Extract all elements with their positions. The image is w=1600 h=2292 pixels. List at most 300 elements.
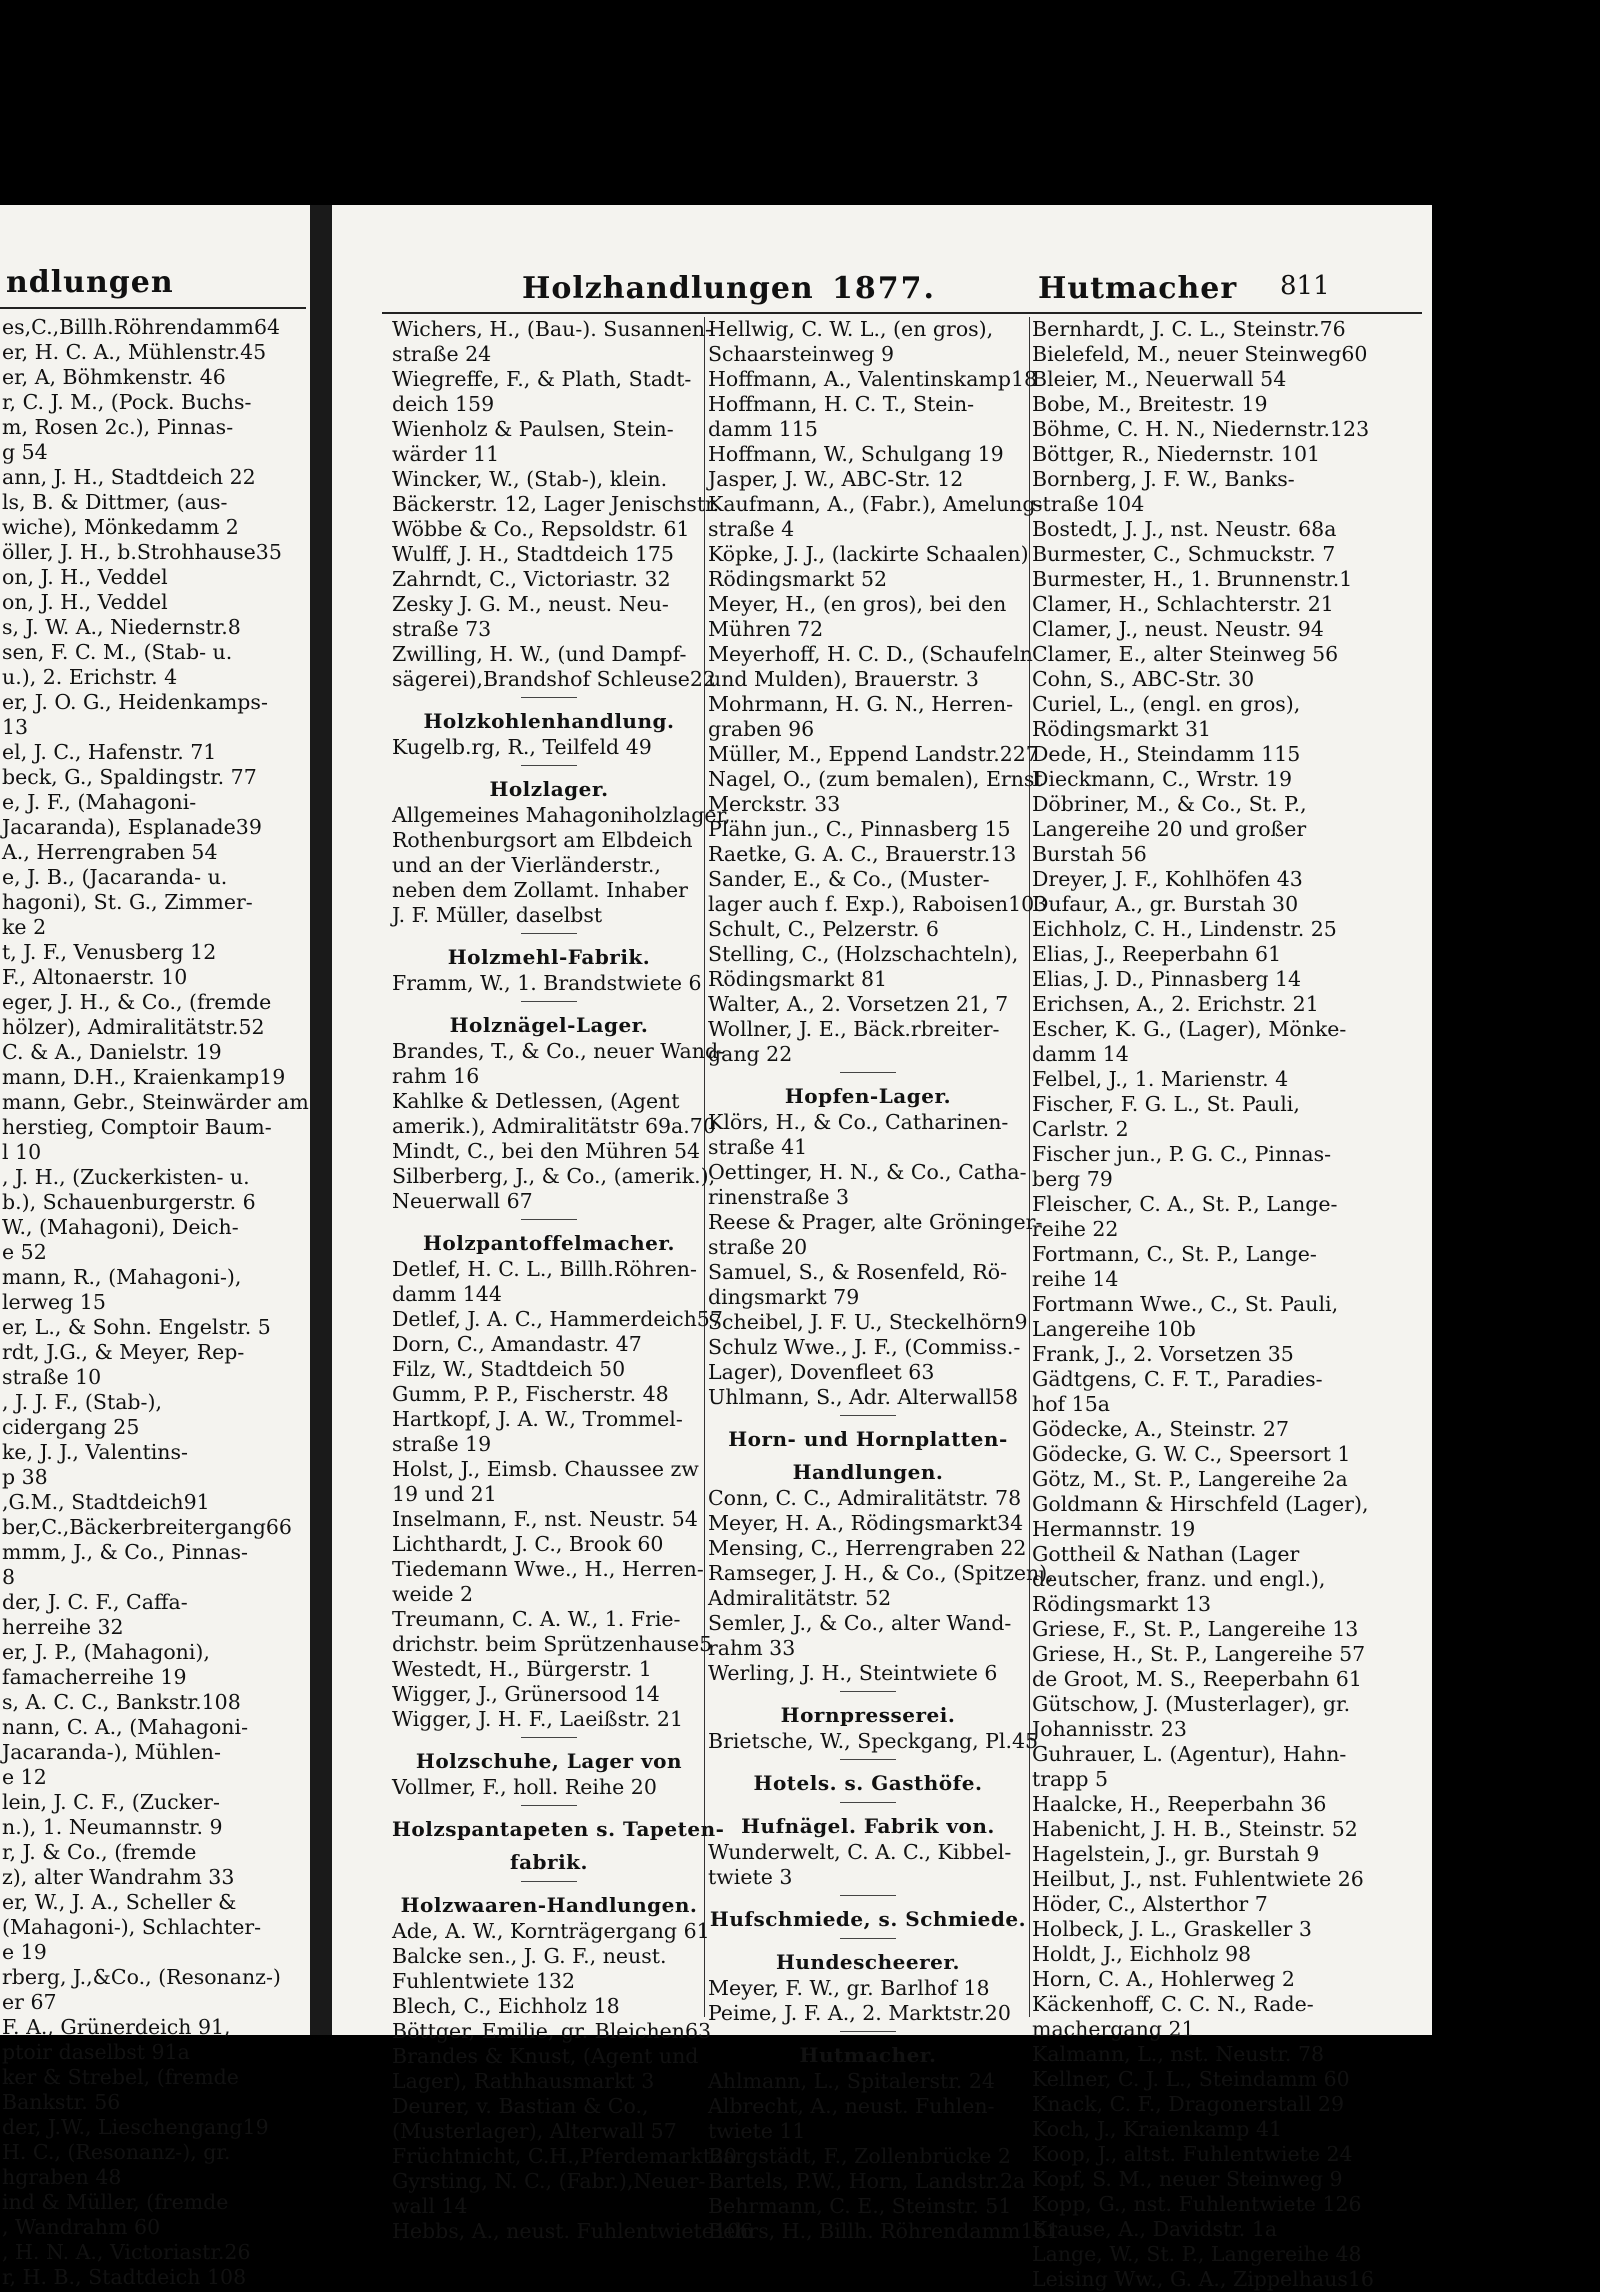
directory-entry: Clamer, H., Schlachterstr. 21 — [1032, 592, 1334, 616]
section-separator — [521, 1737, 577, 1738]
directory-entry: Wiegreffe, F., & Plath, Stadt- — [392, 367, 692, 391]
left-entry: mann, R., (Mahagoni-), — [2, 1265, 242, 1289]
directory-entry: Bielefeld, M., neuer Steinweg60 — [1032, 342, 1368, 366]
section-separator — [521, 1805, 577, 1806]
section-separator — [840, 1759, 896, 1760]
directory-entry: Filz, W., Stadtdeich 50 — [392, 1357, 626, 1381]
directory-entry: Griese, F., St. P., Langereihe 13 — [1032, 1617, 1359, 1641]
directory-entry: Lager), Rathhausmarkt 3 — [392, 2069, 655, 2093]
left-entry: ber,C.,Bäckerbreitergang66 — [2, 1515, 292, 1539]
directory-entry: deich 159 — [392, 392, 495, 416]
directory-entry: Fortmann, C., St. P., Lange- — [1032, 1242, 1317, 1266]
left-entry: ptoir daselbst 91a — [2, 2040, 190, 2064]
directory-entry: amerik.), Admiralitätstr 69a.70 — [392, 1114, 716, 1138]
directory-entry: Meyer, H. A., Rödingsmarkt34 — [708, 1511, 1024, 1535]
section-separator — [521, 765, 577, 766]
directory-entry: gang 22 — [708, 1042, 793, 1066]
left-entry: ls, B. & Dittmer, (aus- — [2, 490, 228, 514]
left-entry: e, J. B., (Jacaranda- u. — [2, 865, 228, 889]
directory-entry: neben dem Zollamt. Inhaber — [392, 878, 688, 902]
directory-entry: straße 19 — [392, 1432, 492, 1456]
directory-entry: Vollmer, F., holl. Reihe 20 — [392, 1775, 657, 1799]
left-entry: t, J. F., Venusberg 12 — [2, 940, 217, 964]
left-entry: öller, J. H., b.Strohhause35 — [2, 540, 282, 564]
section-heading: Hufschmiede, s. Schmiede. — [709, 1907, 1027, 1931]
directory-entry: Kellner, C. J. L., Steindamm 60 — [1032, 2067, 1350, 2091]
left-entry: ann, J. H., Stadtdeich 22 — [2, 465, 256, 489]
left-entry: el, J. C., Hafenstr. 71 — [2, 740, 217, 764]
directory-entry: dingsmarkt 79 — [708, 1285, 860, 1309]
directory-entry: rahm 33 — [708, 1636, 796, 1660]
directory-entry: deutscher, franz. und engl.), — [1032, 1567, 1326, 1591]
directory-entry: Rödingsmarkt 81 — [708, 967, 888, 991]
directory-entry: twiete 3 — [708, 1865, 793, 1889]
left-entry: p 38 — [2, 1465, 48, 1489]
directory-entry: Krause, A., Davidstr. 1a — [1032, 2217, 1278, 2241]
section-separator — [840, 1072, 896, 1073]
directory-entry: Hellwig, C. W. L., (en gros), — [708, 317, 994, 341]
directory-entry: Deurer, v. Bastian & Co., — [392, 2094, 649, 2118]
section-heading: Hufnägel. Fabrik von. — [741, 1814, 995, 1838]
section-heading: Holznägel-Lager. — [449, 1013, 649, 1037]
directory-entry: Gyrsting, N. C., (Fabr.),Neuer- — [392, 2169, 706, 2193]
directory-entry: Rödingsmarkt 31 — [1032, 717, 1212, 741]
directory-entry: Wöbbe & Co., Repsoldstr. 61 — [392, 517, 690, 541]
directory-entry: Nagel, O., (zum bemalen), Ernst — [708, 767, 1043, 791]
directory-entry: Kopf, S. M., neuer Steinweg 9 — [1032, 2167, 1343, 2191]
directory-entry: Tiedemann Wwe., H., Herren- — [392, 1557, 704, 1581]
directory-entry: Admiralitätstr. 52 — [708, 1586, 892, 1610]
section-separator — [521, 1001, 577, 1002]
section-heading: Hotels. s. Gasthöfe. — [753, 1771, 983, 1795]
left-entry: u.), 2. Erichstr. 4 — [2, 665, 178, 689]
directory-entry: reihe 14 — [1032, 1267, 1119, 1291]
left-entry: , Wandrahm 60 — [2, 2215, 161, 2239]
left-entry: er, J. O. G., Heidenkamps- — [2, 690, 268, 714]
directory-entry: Johannisstr. 23 — [1032, 1717, 1187, 1741]
book-gutter — [310, 205, 332, 2035]
section-heading: Holzwaaren-Handlungen. — [400, 1893, 698, 1917]
directory-entry: drichstr. beim Sprützenhause5 — [392, 1632, 713, 1656]
directory-entry: Wienholz & Paulsen, Stein- — [392, 417, 674, 441]
left-entry: on, J. H., Veddel — [2, 590, 168, 614]
header-right-title: Hutmacher — [1038, 271, 1238, 306]
section-heading: Holzmehl-Fabrik. — [447, 945, 651, 969]
directory-entry: Kalmann, L., nst. Neustr. 78 — [1032, 2042, 1325, 2066]
left-entry: es,C.,Billh.Röhrendamm64 — [2, 315, 281, 339]
directory-entry: Gumm, P. P., Fischerstr. 48 — [392, 1382, 669, 1406]
left-entry: z), alter Wandrahm 33 — [2, 1865, 235, 1889]
directory-entry: Wunderwelt, C. A. C., Kibbel- — [708, 1840, 1012, 1864]
left-entry: er, H. C. A., Mühlenstr.45 — [2, 340, 267, 364]
directory-entry: Schulz Wwe., J. F., (Commiss.- — [708, 1335, 1021, 1359]
section-heading: Holzpantoffelmacher. — [422, 1231, 675, 1255]
section-separator — [840, 1938, 896, 1939]
directory-entry: Werling, J. H., Steintwiete 6 — [708, 1661, 998, 1685]
left-entry: er, L., & Sohn. Engelstr. 5 — [2, 1315, 271, 1339]
left-entry: e 19 — [2, 1940, 47, 1964]
left-entry: er, W., J. A., Scheller & — [2, 1890, 237, 1914]
directory-entry: Hoffmann, H. C. T., Stein- — [708, 392, 975, 416]
directory-entry: Lichthardt, J. C., Brook 60 — [392, 1532, 664, 1556]
directory-entry: Walter, A., 2. Vorsetzen 21, 7 — [708, 992, 1009, 1016]
left-entry: famacherreihe 19 — [2, 1665, 187, 1689]
directory-entry: straße 104 — [1032, 492, 1145, 516]
left-entry: on, J. H., Veddel — [2, 565, 168, 589]
directory-entry: Framm, W., 1. Brandstwiete 6 — [392, 971, 702, 995]
section-heading: fabrik. — [509, 1850, 588, 1874]
directory-entry: berg 79 — [1032, 1167, 1113, 1191]
directory-entry: Wigger, J. H. F., Laeißstr. 21 — [392, 1707, 684, 1731]
directory-entry: Rothenburgsort am Elbdeich — [392, 828, 693, 852]
directory-entry: Mindt, C., bei den Mühren 54 — [392, 1139, 701, 1163]
left-entry: e, J. F., (Mahagoni- — [2, 790, 197, 814]
directory-entry: de Groot, M. S., Reeperbahn 61 — [1032, 1667, 1362, 1691]
left-entry: beck, G., Spaldingstr. 77 — [2, 765, 257, 789]
left-entry: mann, D.H., Kraienkamp19 — [2, 1065, 286, 1089]
directory-entry: twiete 11 — [708, 2119, 806, 2143]
directory-entry: Lange, W., St. P., Langereihe 48 — [1032, 2242, 1362, 2266]
left-entry: mmm, J., & Co., Pinnas- — [2, 1540, 248, 1564]
directory-entry: Behrmann, C. E., Steinstr. 51 — [708, 2194, 1012, 2218]
directory-entry: Koop, J., altst. Fuhlentwiete 24 — [1032, 2142, 1353, 2166]
directory-entry: Höder, C., Alsterthor 7 — [1032, 1892, 1268, 1916]
directory-entry: Mensing, C., Herrengraben 22 — [708, 1536, 1027, 1560]
directory-entry: Gädtgens, C. F. T., Paradies- — [1032, 1367, 1323, 1391]
directory-entry: und Mulden), Brauerstr. 3 — [708, 667, 979, 691]
directory-entry: Albrecht, A., neust. Fuhlen- — [708, 2094, 995, 2118]
section-separator — [521, 1219, 577, 1220]
left-entry: , J. J. F., (Stab-), — [2, 1390, 162, 1414]
directory-entry: Kugelb.rg, R., Teilfeld 49 — [392, 735, 652, 759]
directory-entry: straße 73 — [392, 617, 492, 641]
left-entry: hagoni), St. G., Zimmer- — [2, 890, 253, 914]
directory-entry: Holdt, J., Eichholz 98 — [1032, 1942, 1252, 1966]
directory-entry: Frank, J., 2. Vorsetzen 35 — [1032, 1342, 1294, 1366]
left-entry: eger, J. H., & Co., (fremde — [2, 990, 272, 1014]
directory-entry: Hagelstein, J., gr. Burstah 9 — [1032, 1842, 1320, 1866]
directory-entry: reihe 22 — [1032, 1217, 1119, 1241]
left-entry: er, J. P., (Mahagoni), — [2, 1640, 210, 1664]
left-page-column — [2, 315, 309, 2290]
directory-entry: Langereihe 20 und großer — [1032, 817, 1307, 841]
directory-entry: Bornberg, J. F. W., Banks- — [1032, 467, 1295, 491]
left-entry: (Mahagoni-), Schlachter- — [2, 1915, 262, 1939]
directory-entry: J. F. Müller, daselbst — [392, 903, 603, 927]
directory-entry: Goldmann & Hirschfeld (Lager), — [1032, 1492, 1369, 1516]
left-entry: cidergang 25 — [2, 1415, 140, 1439]
directory-entry: Gödecke, G. W. C., Speersort 1 — [1032, 1442, 1351, 1466]
directory-entry: Balcke sen., J. G. F., neust. — [392, 1944, 667, 1968]
section-separator — [840, 1691, 896, 1692]
directory-entry: Carlstr. 2 — [1032, 1117, 1129, 1141]
directory-entry: Bobe, M., Breitestr. 19 — [1032, 392, 1268, 416]
left-entry: mann, Gebr., Steinwärder am — [2, 1090, 309, 1114]
left-entry: ke 2 — [2, 915, 47, 939]
directory-entry: Dufaur, A., gr. Burstah 30 — [1032, 892, 1299, 916]
directory-entry: Brandes & Knust, (Agent und — [392, 2044, 699, 2068]
directory-entry: Koch, J., Kraienkamp 41 — [1032, 2117, 1283, 2141]
directory-entry: Habenicht, J. H. B., Steinstr. 52 — [1032, 1817, 1358, 1841]
directory-entry: Hoffmann, W., Schulgang 19 — [708, 442, 1004, 466]
left-entry: e 12 — [2, 1765, 47, 1789]
directory-entry: (Musterlager), Alterwall 57 — [392, 2119, 677, 2143]
directory-entry: Gütschow, J. (Musterlager), gr. — [1032, 1692, 1351, 1716]
directory-entry: Knack, C. F., Dragonerstall 29 — [1032, 2092, 1344, 2116]
left-entry: Jacaranda-), Mühlen- — [2, 1740, 221, 1764]
directory-entry: Böhme, C. H. N., Niedernstr.123 — [1032, 417, 1370, 441]
header-year: 1877. — [832, 271, 936, 306]
left-entry: wiche), Mönkedamm 2 — [2, 515, 239, 539]
directory-entry: Allgemeines Mahagoniholzlager, — [392, 803, 731, 827]
section-heading: Hundescheerer. — [775, 1950, 961, 1974]
left-entry: e 52 — [2, 1240, 47, 1264]
left-entry: g 54 — [2, 440, 48, 464]
section-heading: Hutmacher. — [799, 2043, 937, 2067]
directory-entry: Cohn, S., ABC-Str. 30 — [1032, 667, 1255, 691]
directory-entry: Hermannstr. 19 — [1032, 1517, 1196, 1541]
directory-entry: Zesky J. G. M., neust. Neu- — [392, 592, 669, 616]
left-entry: hgraben 48 — [2, 2165, 122, 2189]
directory-entry: Fortmann Wwe., C., St. Pauli, — [1032, 1292, 1339, 1316]
directory-entry: Haalcke, H., Reeperbahn 36 — [1032, 1792, 1327, 1816]
column-divider-2 — [1029, 317, 1030, 2017]
directory-entry: Bargstädt, F., Zollenbrücke 2 — [708, 2144, 1011, 2168]
directory-entry: Peime, J. F. A., 2. Marktstr.20 — [708, 2001, 1011, 2025]
directory-entry: Langereihe 10b — [1032, 1317, 1196, 1341]
directory-entry: straße 24 — [392, 342, 492, 366]
directory-entry: trapp 5 — [1032, 1767, 1109, 1791]
directory-entry: Burmester, H., 1. Brunnenstr.1 — [1032, 567, 1353, 591]
directory-entry: Wincker, W., (Stab-), klein. — [392, 467, 668, 491]
section-heading: Hopfen-Lager. — [784, 1084, 952, 1108]
directory-entry: Bartels, P.W., Horn, Landstr.2a — [708, 2169, 1026, 2193]
directory-entry: Oettinger, H. N., & Co., Catha- — [708, 1160, 1027, 1184]
directory-entry: Wichers, H., (Bau-). Susannen- — [392, 317, 712, 341]
directory-entry: Zwilling, H. W., (und Dampf- — [392, 642, 687, 666]
left-entry: rdt, J.G., & Meyer, Rep- — [2, 1340, 245, 1364]
directory-entry: Clamer, J., neust. Neustr. 94 — [1032, 617, 1324, 641]
directory-entry: damm 144 — [392, 1282, 502, 1306]
directory-entry: Silberberg, J., & Co., (amerik.), — [392, 1164, 716, 1188]
directory-entry: Früchtnicht, C.H.,Pferdemarkt20 — [392, 2144, 738, 2168]
directory-entry: Conn, C. C., Admiralitätstr. 78 — [708, 1486, 1022, 1510]
directory-entry: Zahrndt, C., Victoriastr. 32 — [392, 567, 671, 591]
left-entry: er, A, Böhmkenstr. 46 — [2, 365, 226, 389]
directory-entry: sägerei),Brandshof Schleuse22 — [392, 667, 716, 691]
directory-entry: Felbel, J., 1. Marienstr. 4 — [1032, 1067, 1289, 1091]
section-separator — [521, 933, 577, 934]
directory-entry: Ade, A. W., Kornträgergang 61 — [392, 1919, 710, 1943]
directory-entry: Behrs, H., Billh. Röhrendamm151 — [708, 2219, 1060, 2243]
left-entry: C. & A., Danielstr. 19 — [2, 1040, 222, 1064]
directory-entry: Erichsen, A., 2. Erichstr. 21 — [1032, 992, 1319, 1016]
left-entry: r, C. J. M., (Pock. Buchs- — [2, 390, 252, 414]
section-separator — [840, 2031, 896, 2032]
directory-entry: Ahlmann, L., Spitalerstr. 24 — [708, 2069, 995, 2093]
left-entry: lerweg 15 — [2, 1290, 106, 1314]
left-entry: herstieg, Comptoir Baum- — [2, 1115, 272, 1139]
directory-entry: Klörs, H., & Co., Catharinen- — [708, 1110, 1009, 1134]
directory-entry: Scheibel, J. F. U., Steckelhörn9 — [708, 1310, 1028, 1334]
directory-entry: Jasper, J. W., ABC-Str. 12 — [708, 467, 964, 491]
section-heading: Handlungen. — [792, 1460, 944, 1484]
section-heading: Holzkohlenhandlung. — [423, 709, 675, 733]
directory-entry: 19 und 21 — [392, 1482, 497, 1506]
directory-entry: Uhlmann, S., Adr. Alterwall58 — [708, 1385, 1019, 1409]
left-entry: herreihe 32 — [2, 1615, 124, 1639]
directory-entry: Kahlke & Detlessen, (Agent — [392, 1089, 680, 1113]
directory-entry: Escher, K. G., (Lager), Mönke- — [1032, 1017, 1347, 1041]
directory-entry: Ramseger, J. H., & Co., (Spitzen), — [708, 1561, 1054, 1585]
directory-entry: Dede, H., Steindamm 115 — [1032, 742, 1301, 766]
left-entry: er 67 — [2, 1990, 57, 2014]
directory-entry: Hartkopf, J. A. W., Trommel- — [392, 1407, 683, 1431]
left-entry: ind & Müller, (fremde — [2, 2190, 229, 2214]
directory-entry: Döbriner, M., & Co., St. P., — [1032, 792, 1307, 816]
section-heading: Horn- und Hornplatten- — [728, 1427, 1008, 1451]
directory-entry: Treumann, C. A. W., 1. Frie- — [392, 1607, 681, 1631]
directory-entry: wärder 11 — [392, 442, 500, 466]
header-rule — [382, 312, 1422, 314]
directory-entry: Götz, M., St. P., Langereihe 2a — [1032, 1467, 1348, 1491]
directory-entry: hof 15a — [1032, 1392, 1110, 1416]
directory-entry: Fischer, F. G. L., St. Pauli, — [1032, 1092, 1300, 1116]
directory-entry: Raetke, G. A. C., Brauerstr.13 — [708, 842, 1017, 866]
directory-entry: Griese, H., St. P., Langereihe 57 — [1032, 1642, 1366, 1666]
directory-entry: Brandes, T., & Co., neuer Wand- — [392, 1039, 726, 1063]
directory-entry: Hoffmann, A., Valentinskamp18 — [708, 367, 1038, 391]
directory-entry: Blech, C., Eichholz 18 — [392, 1994, 620, 2018]
directory-entry: Reese & Prager, alte Gröninger- — [708, 1210, 1043, 1234]
left-entry: s, J. W. A., Niedernstr.8 — [2, 615, 241, 639]
directory-entry: Stelling, C., (Holzschachteln), — [708, 942, 1019, 966]
directory-entry: machergang 21 — [1032, 2017, 1195, 2041]
left-entry: r, H. B., Stadtdeich 108 — [2, 2265, 247, 2289]
directory-entry: Meyer, F. W., gr. Barlhof 18 — [708, 1976, 990, 2000]
left-entry: lein, J. C. F., (Zucker- — [2, 1790, 220, 1814]
left-entry: nann, C. A., (Mahagoni- — [2, 1715, 248, 1739]
section-separator — [840, 1895, 896, 1896]
section-heading: Hornpresserei. — [780, 1703, 956, 1727]
directory-entry: Holbeck, J. L., Graskeller 3 — [1032, 1917, 1312, 1941]
left-header-rule — [0, 307, 306, 309]
directory-entry: Rödingsmarkt 52 — [708, 567, 888, 591]
directory-entry: Holst, J., Eimsb. Chaussee zw — [392, 1457, 699, 1481]
directory-entry: Böttger, Emilie, gr. Bleichen63 — [392, 2019, 712, 2043]
header-left-title: Holzhandlungen — [522, 271, 814, 306]
left-entry: F., Altonaerstr. 10 — [2, 965, 188, 989]
directory-entry: Wollner, J. E., Bäck.rbreiter- — [708, 1017, 1000, 1041]
page-header — [332, 205, 1432, 315]
section-heading: Holzspantapeten s. Tapeten- — [392, 1817, 725, 1841]
directory-entry: Dreyer, J. F., Kohlhöfen 43 — [1032, 867, 1303, 891]
directory-column-2 — [708, 317, 1060, 2244]
directory-entry: damm 115 — [708, 417, 818, 441]
directory-entry: weide 2 — [392, 1582, 474, 1606]
directory-entry: Kaufmann, A., (Fabr.), Amelung- — [708, 492, 1043, 516]
directory-entry: straße 20 — [708, 1235, 808, 1259]
left-entry: ,G.M., Stadtdeich91 — [2, 1490, 210, 1514]
directory-entry: rinenstraße 3 — [708, 1185, 850, 1209]
directory-entry: Neuerwall 67 — [392, 1189, 533, 1213]
directory-entry: Dieckmann, C., Wrstr. 19 — [1032, 767, 1293, 791]
directory-entry: Detlef, J. A. C., Hammerdeich57 — [392, 1307, 723, 1331]
directory-entry: Kopp, G., nst. Fuhlentwiete 126 — [1032, 2192, 1362, 2216]
directory-entry: Eichholz, C. H., Lindenstr. 25 — [1032, 917, 1337, 941]
directory-entry: Dorn, C., Amandastr. 47 — [392, 1332, 642, 1356]
directory-entry: Samuel, S., & Rosenfeld, Rö- — [708, 1260, 1008, 1284]
left-entry: , J. H., (Zuckerkisten- u. — [2, 1165, 250, 1189]
left-page-heading: ndlungen — [6, 265, 174, 300]
section-heading: Holzlager. — [489, 777, 609, 801]
directory-entry: und an der Vierländerstr., — [392, 853, 661, 877]
section-separator — [840, 1802, 896, 1803]
left-entry: F. A., Grünerdeich 91, — [2, 2015, 231, 2039]
directory-entry: Hebbs, A., neust. Fuhlentwiete106 — [392, 2219, 753, 2243]
directory-entry: straße 41 — [708, 1135, 808, 1159]
scan-margin — [1432, 205, 1600, 2035]
left-entry: H. C., (Resonanz-), gr. — [2, 2140, 231, 2164]
directory-entry: Burmester, C., Schmuckstr. 7 — [1032, 542, 1336, 566]
section-separator — [521, 1881, 577, 1882]
left-entry: b.), Schauenburgerstr. 6 — [2, 1190, 256, 1214]
directory-entry: Bernhardt, J. C. L., Steinstr.76 — [1032, 317, 1346, 341]
left-entry: straße 10 — [2, 1365, 102, 1389]
directory-entry: Schult, C., Pelzerstr. 6 — [708, 917, 939, 941]
directory-entry: rahm 16 — [392, 1064, 480, 1088]
directory-entry: Wulff, J. H., Stadtdeich 175 — [392, 542, 674, 566]
directory-entry: Wigger, J., Grünersood 14 — [392, 1682, 660, 1706]
directory-entry: Mühren 72 — [708, 617, 824, 641]
directory-entry: Clamer, E., alter Steinweg 56 — [1032, 642, 1339, 666]
section-separator — [840, 1415, 896, 1416]
directory-entry: Guhrauer, L. (Agentur), Hahn- — [1032, 1742, 1347, 1766]
directory-entry: Fleischer, C. A., St. P., Lange- — [1032, 1192, 1338, 1216]
left-entry: m, Rosen 2c.), Pinnas- — [2, 415, 234, 439]
directory-entry: Müller, M., Eppend Landstr.227 — [708, 742, 1039, 766]
directory-entry: Gödecke, A., Steinstr. 27 — [1032, 1417, 1289, 1441]
left-entry: n.), 1. Neumannstr. 9 — [2, 1815, 223, 1839]
left-entry: Jacaranda), Esplanade39 — [2, 815, 262, 839]
section-heading: Holzschuhe, Lager von — [415, 1749, 683, 1773]
left-entry: 13 — [2, 715, 29, 739]
left-entry: W., (Mahagoni), Deich- — [2, 1215, 239, 1239]
directory-entry: Mohrmann, H. G. N., Herren- — [708, 692, 1014, 716]
left-entry: sen, F. C. M., (Stab- u. — [2, 640, 233, 664]
directory-entry: Westedt, H., Bürgerstr. 1 — [392, 1657, 652, 1681]
left-entry: ker & Strebel, (fremde — [2, 2065, 239, 2089]
directory-entry: Schaarsteinweg 9 — [708, 342, 894, 366]
directory-entry: wall 14 — [392, 2194, 468, 2218]
directory-entry: Leising Ww., G. A., Zippelhaus16 — [1032, 2267, 1374, 2291]
left-entry: r, J. & Co., (fremde — [2, 1840, 197, 1864]
left-entry: 8 — [2, 1565, 16, 1589]
directory-entry: Sander, E., & Co., (Muster- — [708, 867, 990, 891]
directory-entry: Heilbut, J., nst. Fuhlentwiete 26 — [1032, 1867, 1364, 1891]
directory-entry: straße 4 — [708, 517, 795, 541]
directory-entry: Curiel, L., (engl. en gros), — [1032, 692, 1301, 716]
directory-entry: Elias, J., Reeperbahn 61 — [1032, 942, 1282, 966]
directory-entry: Bleier, M., Neuerwall 54 — [1032, 367, 1287, 391]
directory-entry: Böttger, R., Niedernstr. 101 — [1032, 442, 1321, 466]
left-entry: , H. N. A., Victoriastr.26 — [2, 2240, 251, 2264]
directory-entry: Meyerhoff, H. C. D., (Schaufeln — [708, 642, 1033, 666]
directory-entry: Inselmann, F., nst. Neustr. 54 — [392, 1507, 698, 1531]
left-entry: hölzer), Admiralitätstr.52 — [2, 1015, 265, 1039]
left-entry: ke, J. J., Valentins- — [2, 1440, 188, 1464]
left-entry: s, A. C. C., Bankstr.108 — [2, 1690, 241, 1714]
